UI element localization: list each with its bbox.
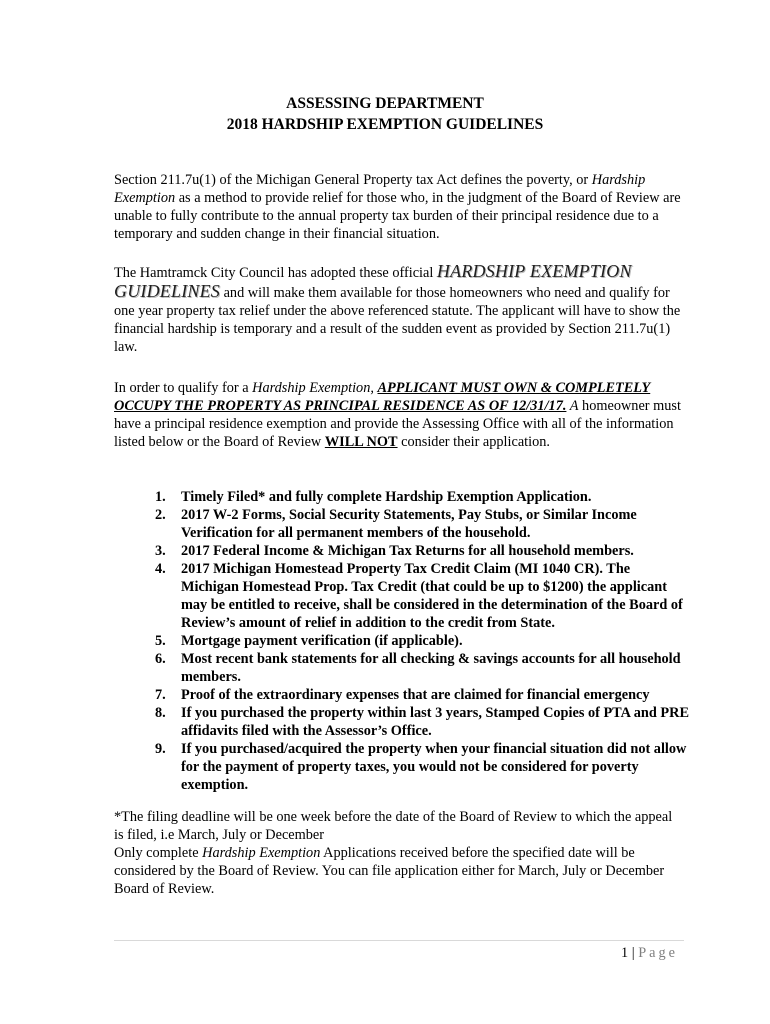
submission-text-continued: Applications received before the specified date will be considered by the Board of Review. You can file application either for March, July or December Board of Review. [114,845,665,897]
list-item-number: 4. [155,561,166,577]
statute-text: Section 211.7u(1) of the Michigan General Property tax Act defines the poverty, or [114,172,592,188]
list-item [155,686,690,704]
list-item-number: 1. [155,489,166,505]
list-item [155,650,690,686]
council-text-continued: and will make them available for those homeowners who need and qualify for one year property tax relief under the above referenced statute. The applicant will have to show the financial hardship is temporary and a result of the sudden event as provided by Section 211.7u(1) law. [114,285,681,355]
ownership-requirement: APPLICANT MUST OWN & COMPLETELY OCCUPY THE PROPERTY AS PRINCIPAL RESIDENCE AS OF 12/31/17. [114,380,651,414]
list-item-number: 6. [155,651,166,667]
list-item-text: 2017 Michigan Homestead Property Tax Credit Claim (MI 1040 CR). The Michigan Homestead Prop. Tax Credit (that could be up to $1200) the applicant may be entitled to receive, shall be considered in the determination of the Board of Review’s amount of relief in addition to the credit from State. [181,561,683,631]
homeowner-article: A [566,398,579,414]
list-item-number: 5. [155,633,166,649]
page-separator: | [628,945,639,961]
list-item [155,488,690,506]
qualify-text: In order to qualify for a [114,380,253,396]
list-item-number: 8. [155,705,166,721]
list-item-text: Timely Filed* and fully complete Hardship Exemption Application. [181,489,592,505]
filing-deadline-note: *The filing deadline will be one week before the date of the Board of Review to which the appeal is filed, i.e March, July or December [114,809,673,843]
deadline-paragraph [114,808,684,898]
list-item [155,704,690,740]
qualify-text-end: consider their application. [397,434,550,450]
page-footer [621,944,678,962]
list-item-number: 9. [155,741,166,757]
list-item-text: Proof of the extraordinary expenses that are claimed for financial emergency [181,687,650,703]
submission-text: Only complete [114,845,203,861]
statute-text-continued: as a method to provide relief for those who, in the judgment of the Board of Review are unable to fully contribute to the annual property tax burden of their principal residence due to a temporary and sudden change in their financial situation. [114,190,681,242]
hardship-exemption-term: Hardship Exemption [114,172,646,206]
guidelines-title: 2018 HARDSHIP EXEMPTION GUIDELINES [226,116,544,133]
qualify-paragraph [114,379,684,451]
department-title: ASSESSING DEPARTMENT [286,95,484,112]
list-item [155,560,690,632]
hardship-exemption-term: Hardship Exemption [202,845,321,861]
hardship-exemption-term: Hardship Exemption, [252,380,374,396]
list-item-number: 7. [155,687,166,703]
list-item-text: If you purchased/acquired the property when your financial situation did not allow for the payment of property taxes, you would not be considered for poverty exemption. [181,741,687,793]
list-item-text: Mortgage payment verification (if applicable). [181,633,463,649]
list-item [155,740,690,794]
council-paragraph [114,262,684,356]
list-item [155,542,690,560]
list-item-number: 2. [155,507,166,523]
list-item-text: If you purchased the property within last 3 years, Stamped Copies of PTA and PRE affidavits filed with the Assessor’s Office. [181,705,689,739]
list-item-text: 2017 Federal Income & Michigan Tax Returns for all household members. [181,543,634,559]
page-number: 1 [621,945,629,961]
requirements-list [155,488,690,794]
council-text: The Hamtramck City Council has adopted these official [114,265,437,281]
guidelines-emphasis: HARDSHIP EXEMPTION GUIDELINES [114,261,632,301]
list-item-text: Most recent bank statements for all checking & savings accounts for all household members. [181,651,681,685]
page-word: Page [638,945,678,961]
statute-paragraph [114,171,684,243]
will-not-emphasis: WILL NOT [324,434,398,450]
list-item-number: 3. [155,543,166,559]
submission-note [114,844,684,898]
list-item [155,506,690,542]
list-item-text: 2017 W-2 Forms, Social Security Statements, Pay Stubs, or Similar Income Verification for all permanent members of the household. [181,507,637,541]
footer-divider [114,940,684,941]
list-item [155,632,690,650]
qualify-text-continued: homeowner must have a principal residence exemption and provide the Assessing Office with all of the information listed below or the Board of Review [114,398,681,450]
